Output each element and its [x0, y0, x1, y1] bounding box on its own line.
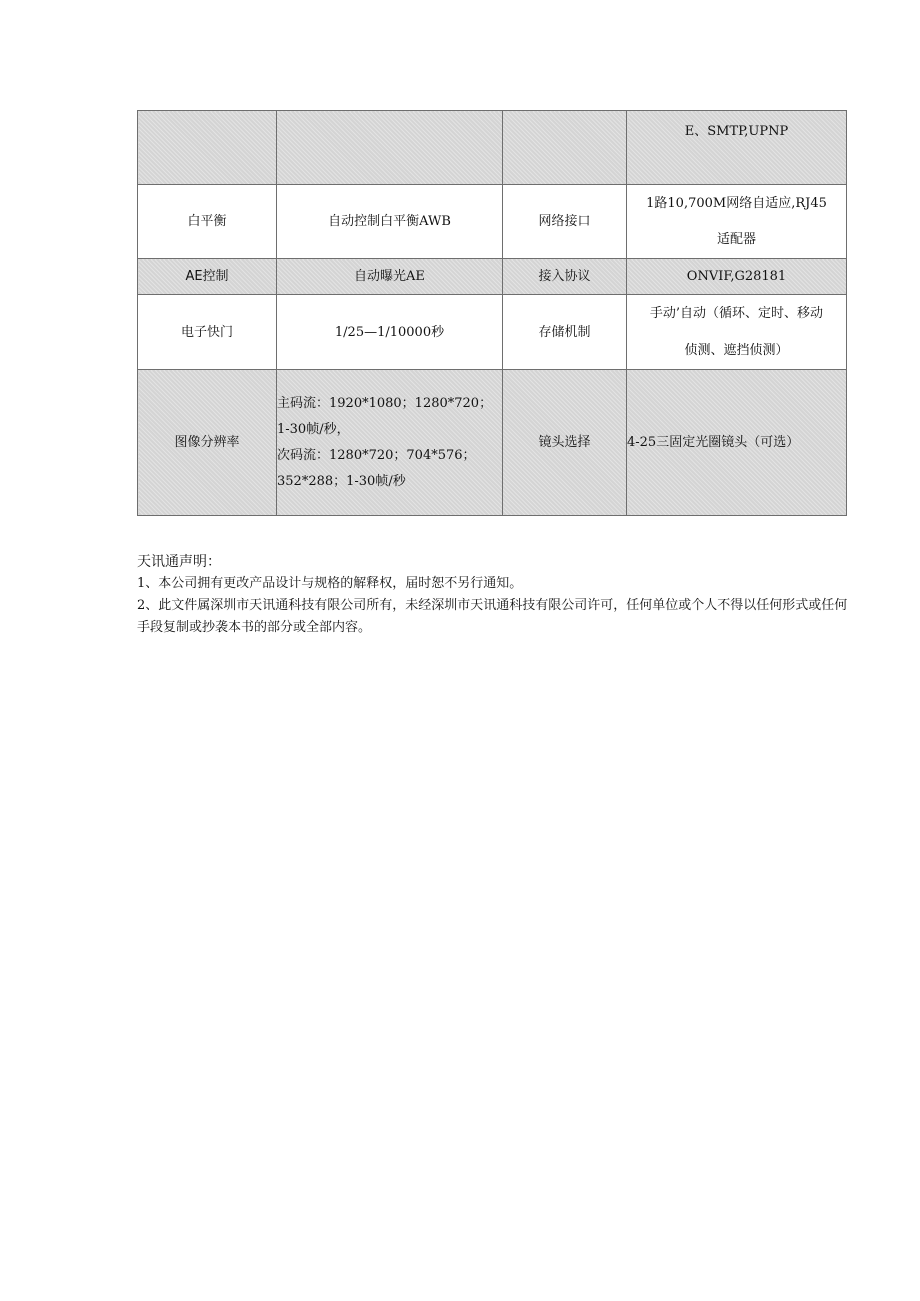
ae-control-value: 自动曝光AE: [277, 259, 503, 295]
network-interface-value: 1路10,700M网络自适应,RJ45 适配器: [627, 185, 847, 259]
storage-mechanism-value: 手动’自动（循环、定时、移动 侦测、遮挡侦测）: [627, 295, 847, 370]
row-label-electronic-shutter: 电子快门: [138, 295, 277, 370]
disclaimer-item: 1、本公司拥有更改产品设计与规格的解释权，届时恕不另行通知。: [137, 576, 523, 591]
table-cell: [627, 111, 847, 185]
table-row: [138, 295, 847, 370]
row-label-network-interface: 网络接口: [503, 185, 627, 259]
white-balance-value: 自动控制白平衡AWB: [277, 185, 503, 259]
row-label-white-balance: 白平衡: [138, 185, 277, 259]
spec-table: [137, 110, 847, 516]
table-cell: [138, 111, 277, 185]
row-label-lens-selection: 镜头选择: [503, 370, 627, 516]
table-row: [138, 370, 847, 516]
disclaimer: [137, 551, 849, 639]
table-row: [138, 259, 847, 295]
protocol-continuation: E、SMTP,UPNP: [684, 124, 789, 139]
table-row: [138, 185, 847, 259]
row-label-image-resolution: 图像分辨率: [138, 370, 277, 516]
access-protocol-value: ONVIF,G28181: [627, 259, 847, 295]
table-row: [138, 111, 847, 185]
row-label-access-protocol: 接入协议: [503, 259, 627, 295]
electronic-shutter-value: 1/25—1/10000秒: [277, 295, 503, 370]
disclaimer-item: 2、此文件属深圳市天讯通科技有限公司所有，未经深圳市天讯通科技有限公司许可，任何单位或个人不得以任何形式或任何手段复制或抄袭本书的部分或全部内容。: [137, 598, 848, 635]
image-resolution-value: 主码流：1920*1080；1280*720； 1-30帧/秒， 次码流：1280*720；704*576； 352*288；1-30帧/秒: [277, 370, 503, 516]
row-label-storage-mechanism: 存储机制: [503, 295, 627, 370]
lens-selection-value: 4-25三固定光圈镜头（可选）: [627, 370, 847, 516]
row-label-ae-control: AE控制: [138, 259, 277, 295]
table-cell: [277, 111, 503, 185]
disclaimer-title: 天讯通声明：: [137, 554, 221, 570]
table-cell: [503, 111, 627, 185]
